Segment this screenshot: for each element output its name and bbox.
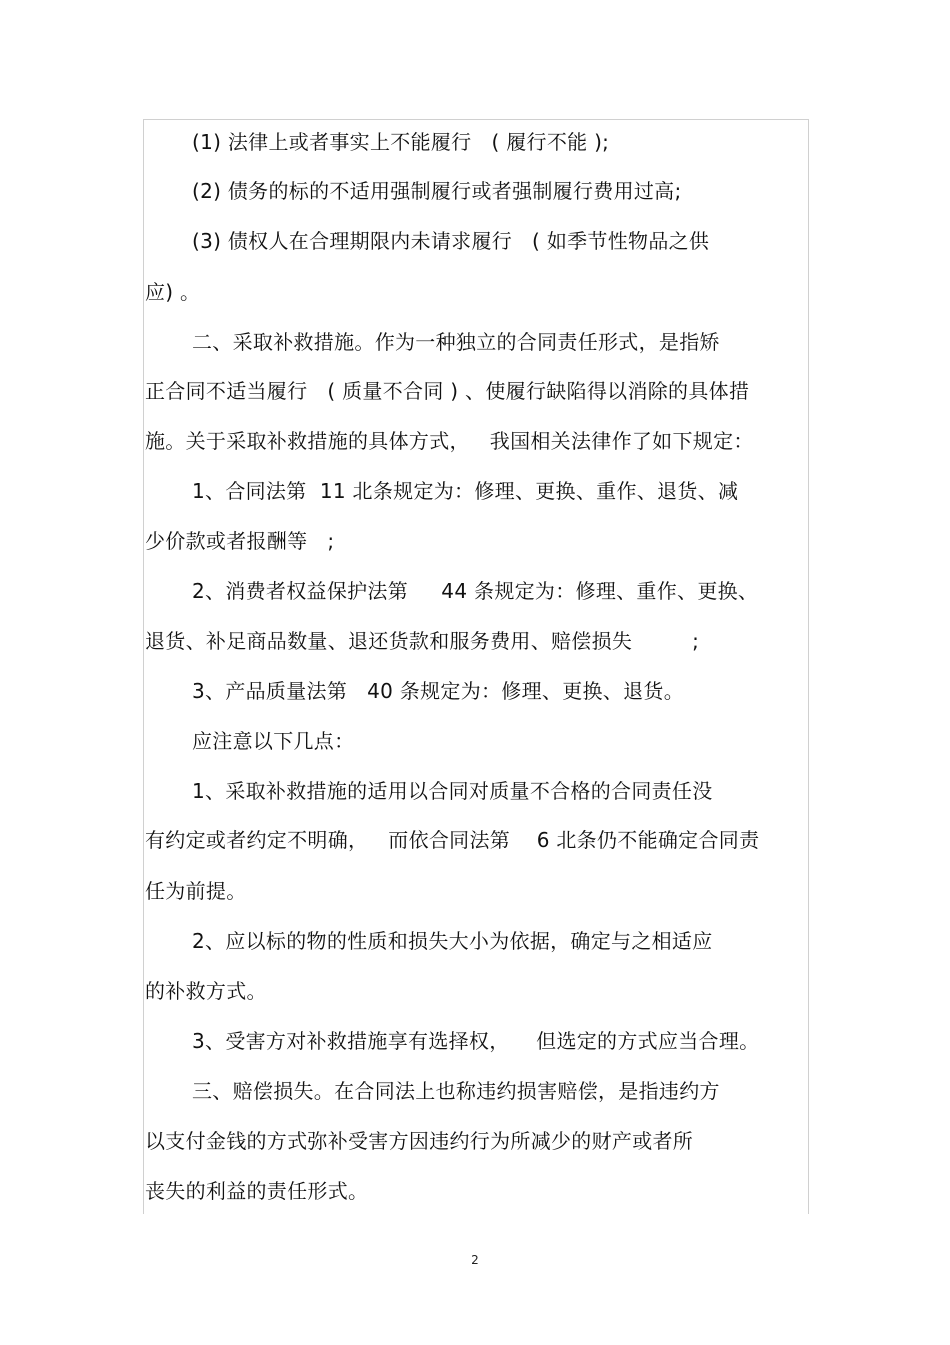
paragraph-line: 任为前提。: [145, 879, 247, 903]
page-number: 2: [471, 1253, 479, 1267]
paragraph-line: (3) 债权人在合理期限内未请求履行 ( 如季节性物品之供: [192, 229, 710, 253]
paragraph-line: 退货、补足商品数量、退还货款和服务费用、赔偿损失 ;: [145, 629, 700, 653]
paragraph-line: 施。关于采取补救措施的具体方式， 我国相关法律作了如下规定：: [145, 429, 754, 453]
paragraph-line: (1) 法律上或者事实上不能履行 ( 履行不能 );: [192, 130, 610, 154]
paragraph-line: 丧失的利益的责任形式。: [145, 1179, 369, 1203]
paragraph-line: 应) 。: [145, 280, 201, 304]
paragraph-line: 2、应以标的物的性质和损失大小为依据，确定与之相适应: [192, 929, 713, 953]
paragraph-line: 二、采取补救措施。作为一种独立的合同责任形式，是指矫: [192, 330, 720, 354]
paragraph-line: 1、合同法第 11 北条规定为：修理、更换、重作、退货、减: [192, 479, 739, 503]
paragraph-line: 2、消费者权益保护法第 44 条规定为：修理、重作、更换、: [192, 579, 759, 603]
paragraph-line: 少价款或者报酬等 ;: [145, 529, 335, 553]
paragraph-line: 3、受害方对补救措施享有选择权， 但选定的方式应当合理。: [192, 1029, 760, 1053]
paragraph-line: 以支付金钱的方式弥补受害方因违约行为所减少的财产或者所: [145, 1129, 694, 1153]
paragraph-line: 三、赔偿损失。在合同法上也称违约损害赔偿，是指违约方: [192, 1079, 720, 1103]
paragraph-line: (2) 债务的标的不适用强制履行或者强制履行费用过高;: [192, 179, 682, 203]
paragraph-line: 3、产品质量法第 40 条规定为：修理、更换、退货。: [192, 679, 685, 703]
paragraph-line: 应注意以下几点：: [192, 729, 355, 753]
paragraph-line: 1、采取补救措施的适用以合同对质量不合格的合同责任没: [192, 779, 713, 803]
paragraph-line: 有约定或者约定不明确， 而依合同法第 6 北条仍不能确定合同责: [145, 828, 760, 852]
paragraph-line: 正合同不适当履行 ( 质量不合同 ) 、使履行缺陷得以消除的具体措: [145, 379, 750, 403]
paragraph-line: 的补救方式。: [145, 979, 267, 1003]
